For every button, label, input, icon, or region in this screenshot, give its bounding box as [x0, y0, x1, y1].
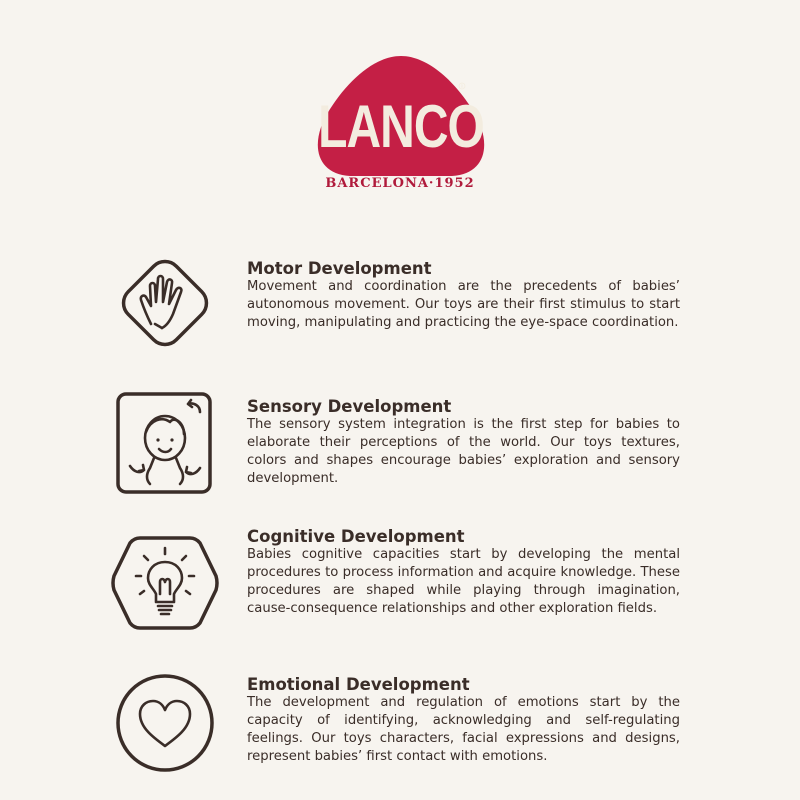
section-body: The sensory system integration is the first step for babies to elaborate their perceptions of the world. Our toys textures, colors and shapes encourage babies’ exploration and sensory development.	[247, 417, 680, 486]
logo-wordmark: LANCO	[318, 92, 484, 161]
section-body: Movement and coordination are the precedents of babies’ autonomous movement. Our toys are their first stimulus to start moving, manipulating and practicing the eye-space coordination.	[247, 279, 680, 330]
child-face-icon	[110, 388, 220, 498]
section-title: Emotional Development	[247, 675, 470, 694]
hand-icon	[110, 248, 220, 358]
section-body: The development and regulation of emotions start by the capacity of identifying, acknowledging and self-regulating feelings. Our toys characters, facial expressions and designs, represent babies’ first contact with emotions.	[247, 695, 680, 764]
section-title: Sensory Development	[247, 397, 452, 416]
section-title: Cognitive Development	[247, 527, 465, 546]
lightbulb-icon	[110, 528, 220, 638]
section-body: Babies cognitive capacities start by developing the mental procedures to process information and acquire knowledge. These procedures are shaped while playing through imagination, cause-consequence relationships and other exploration fields.	[247, 547, 680, 616]
section-title: Motor Development	[247, 259, 432, 278]
lanco-logo	[310, 52, 492, 180]
svg-text:R: R	[460, 84, 464, 89]
heart-icon	[110, 668, 220, 778]
brand-tagline: BARCELONA·1952	[325, 176, 475, 191]
